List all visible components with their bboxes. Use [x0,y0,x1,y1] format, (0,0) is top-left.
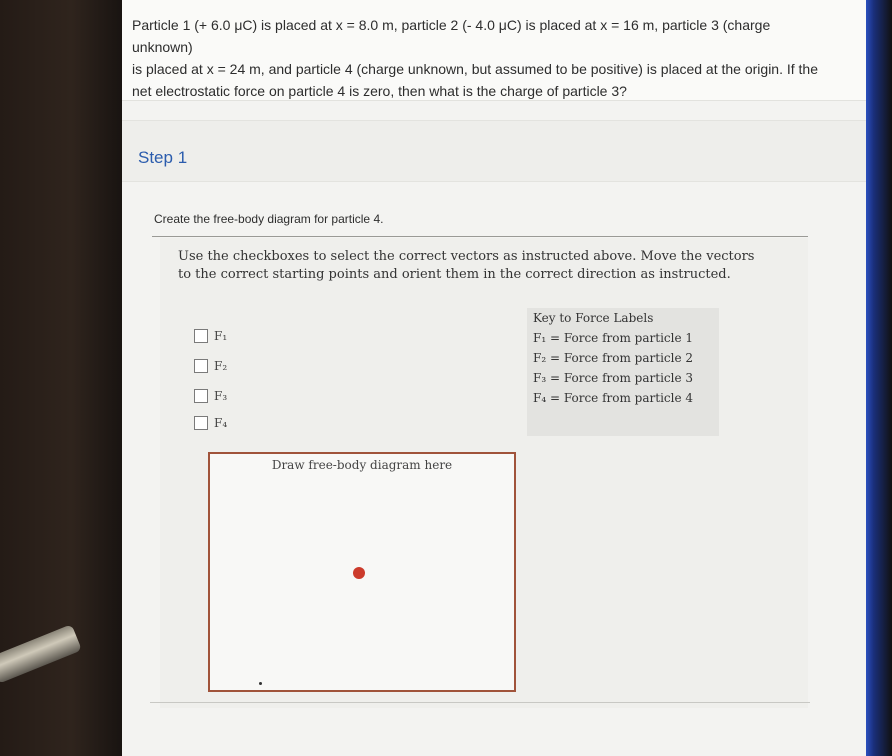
checkbox-label: F₄ [214,416,228,430]
question-line: Particle 1 (+ 6.0 μC) is placed at x = 8.0 m, particle 2 (- 4.0 μC) is placed at x = 16 m, particle 3 (charge unknown) [132,17,771,55]
applet-instruction-line: Use the checkboxes to select the correct vectors as instructed above. Move the vectors [178,249,755,264]
drawing-area-label: Draw free-body diagram here [271,458,453,472]
monitor-bezel-right [866,0,892,756]
free-body-drawing-area[interactable] [208,452,516,692]
divider [150,702,810,703]
applet-instructions [178,248,778,284]
force-diagram-applet [160,238,808,708]
origin-marker [259,682,262,685]
checkbox-row-f2[interactable] [194,356,227,376]
screen [122,0,866,756]
applet-instruction-line: to the correct starting points and orient them in the correct direction as instructed. [178,267,731,282]
key-line: F₃ = Force from particle 3 [533,371,694,385]
question-panel [122,0,866,101]
step-instruction: Create the free-body diagram for particle 4. [154,212,384,226]
force-label-key [527,308,719,436]
particle-4-dot[interactable] [353,567,365,579]
key-line: F₂ = Force from particle 2 [533,351,694,365]
checkbox-f1[interactable] [194,329,208,343]
checkbox-f3[interactable] [194,389,208,403]
checkbox-f4[interactable] [194,416,208,430]
key-line: F₁ = Force from particle 1 [533,331,694,345]
checkbox-label: F₂ [214,359,228,373]
checkbox-row-f4[interactable] [194,413,227,433]
divider [152,236,808,237]
question-text [132,14,832,102]
checkbox-label: F₃ [214,389,228,403]
checkbox-row-f1[interactable] [194,326,227,346]
checkbox-f2[interactable] [194,359,208,373]
step-title: Step 1 [138,148,188,167]
key-line: F₄ = Force from particle 4 [533,391,694,405]
key-title: Key to Force Labels [533,311,654,325]
checkbox-row-f3[interactable] [194,386,227,406]
question-line: is placed at x = 24 m, and particle 4 (charge unknown, but assumed to be positive) is placed at the origin. If the [132,61,818,77]
step-header [122,120,866,182]
question-line: net electrostatic force on particle 4 is zero, then what is the charge of particle 3? [132,83,627,99]
checkbox-label: F₁ [214,329,228,343]
